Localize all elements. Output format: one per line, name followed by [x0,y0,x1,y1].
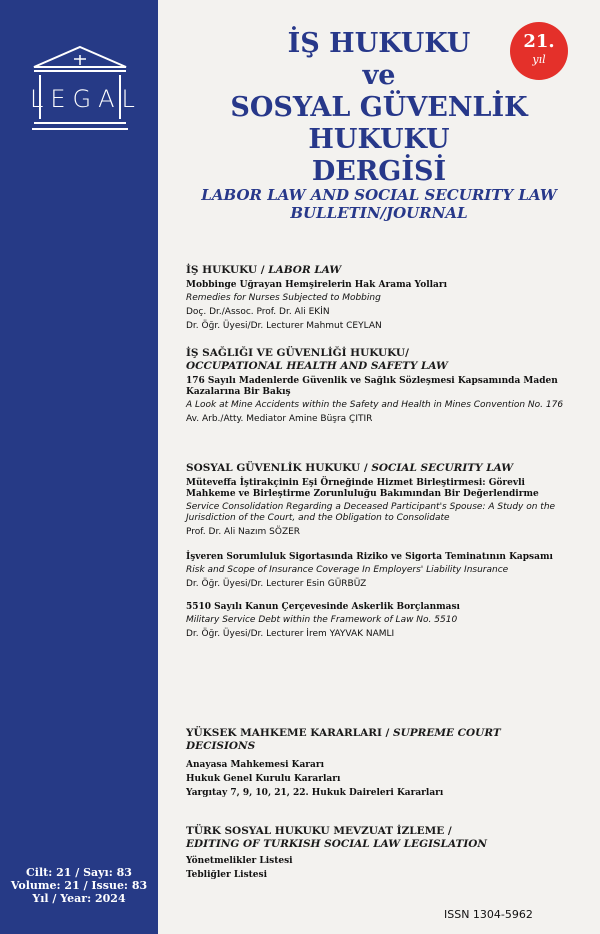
article-title-tr: Müteveffa İştirakçinin Eşi Örneğinde Hizmet Birleştirmesi: Görevli Mahkeme ve Birleştirme Zorunluluğu Bakımından Bir Değerlendirme [186,478,539,499]
heading-tr: İŞ SAĞLIĞI VE GÜVENLİĞİ HUKUKU/ [186,347,409,359]
sidebar [0,0,158,934]
section-heading [186,727,566,753]
article-title-tr: İşveren Sorumluluk Sigortasında Riziko ve Sigorta Teminatının Kapsamı [186,552,553,562]
journal-subtitle [158,186,600,222]
heading-en: SOCIAL SECURITY LAW [371,462,513,474]
issue-line-tr: Cilt: 21 / Sayı: 83 [26,866,132,879]
list-item: Tebliğler Listesi [186,870,268,880]
section-heading [186,264,566,277]
badge-label: yıl [532,53,546,66]
issue-info [0,866,158,905]
subtitle-line-2: BULLETIN/JOURNAL [290,204,468,222]
list-item: Hukuk Genel Kurulu Kararları [186,774,341,784]
title-line-3: SOSYAL GÜVENLİK HUKUKU [230,92,528,155]
issn-number: ISSN 1304-5962 [444,908,533,921]
heading-en: EDITING OF TURKISH SOCIAL LAW LEGISLATION [186,838,488,850]
heading-tr: TÜRK SOSYAL HUKUKU MEVZUAT İZLEME / [186,825,452,837]
title-line-1: İŞ HUKUKU [287,28,471,59]
list-item: Yönetmelikler Listesi [186,856,293,866]
article-title-en: Risk and Scope of Insurance Coverage In Employers' Liability Insurance [186,565,509,575]
decision-list [186,758,566,800]
section-heading [186,347,566,373]
badge-number: 21. [523,31,555,52]
heading-en: OCCUPATIONAL HEALTH AND SAFETY LAW [186,360,448,372]
heading-en: LABOR LAW [268,264,342,276]
heading-en: SUPREME COURT DECISIONS [186,727,501,752]
article-title-tr: 176 Sayılı Madenlerde Güvenlik ve Sağlık Sözleşmesi Kapsamında Maden Kazalarına Bir Bakış [186,376,558,397]
heading-tr: İŞ HUKUKU / [186,264,269,276]
article-author: Doç. Dr./Assoc. Prof. Dr. Ali EKİN [186,307,330,317]
title-line-4: DERGİSİ [311,156,447,187]
article-author: Av. Arb./Atty. Mediator Amine Büşra ÇITIR [186,414,373,424]
legislation-list [186,854,566,882]
section-heading [186,825,566,851]
article-title-en: A Look at Mine Accidents within the Safety and Health in Mines Convention No. 176 [186,400,564,410]
article-title-en: Military Service Debt within the Framework of Law No. 5510 [186,615,458,625]
section-ohs-law [186,347,566,425]
article-title-en: Remedies for Nurses Subjected to Mobbing [186,293,381,303]
article-title-tr: 5510 Sayılı Kanun Çerçevesinde Askerlik Borçlanması [186,602,460,612]
section-labor-law [186,264,566,332]
article-title-tr: Mobbinge Uğrayan Hemşirelerin Hak Arama Yolları [186,280,448,290]
logo-text: LEGAL [30,85,142,113]
heading-tr: YÜKSEK MAHKEME KARARLARI / [186,727,394,739]
anniversary-badge [510,22,568,80]
subtitle-line-1: LABOR LAW AND SOCIAL SECURITY LAW [201,186,557,204]
issue-line-en: Volume: 21 / Issue: 83 [10,879,148,892]
section-social-security-law [186,462,566,640]
section-heading [186,462,566,475]
article-author: Dr. Öğr. Üyesi/Dr. Lecturer Mahmut CEYLAN [186,321,382,331]
section-supreme-court [186,727,566,800]
list-item: Anayasa Mahkemesi Kararı [186,760,325,770]
article-title-en: Service Consolidation Regarding a Deceased Participant's Spouse: A Study on the Jurisdiction of the Court, and the Obligation to Consolidate [186,502,556,523]
list-item: Yargıtay 7, 9, 10, 21, 22. Hukuk Daireleri Kararları [186,788,444,798]
issue-year: Yıl / Year: 2024 [32,892,126,905]
article-author: Dr. Öğr. Üyesi/Dr. Lecturer İrem YAYVAK NAMLI [186,629,395,639]
section-legislation [186,825,566,882]
title-line-2: ve [362,60,396,91]
article-author: Dr. Öğr. Üyesi/Dr. Lecturer Esin GÜRBÜZ [186,579,367,589]
legal-logo [30,45,142,135]
heading-tr: SOSYAL GÜVENLİK HUKUKU / [186,462,372,474]
article-author: Prof. Dr. Ali Nazım SÖZER [186,527,301,537]
